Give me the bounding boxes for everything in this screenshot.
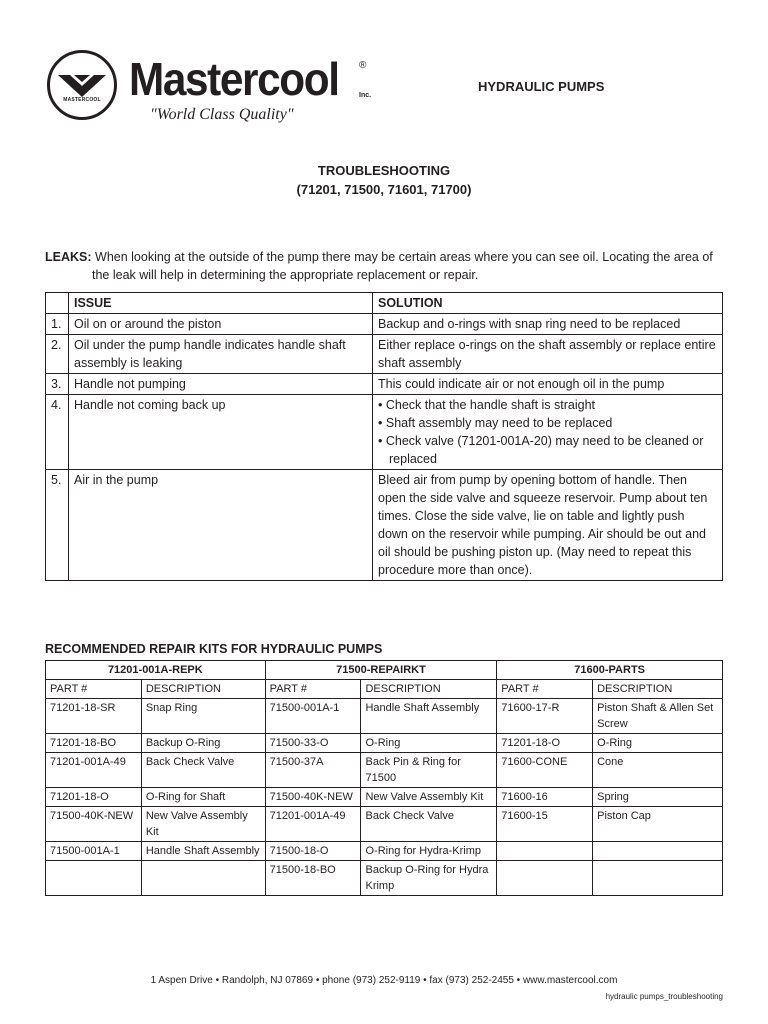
part-number: 71201-001A-49	[265, 807, 361, 842]
table-row	[46, 470, 723, 581]
header-num-cell	[46, 293, 69, 314]
footer-address: 1 Aspen Drive • Randolph, NJ 07869 • phone (973) 252-9119 • fax (973) 252-2455 • www.mastercool.com	[150, 975, 618, 986]
part-description: Piston Shaft & Allen Set Screw	[593, 699, 723, 734]
part-description: Spring	[593, 788, 723, 807]
col-part: PART #	[46, 680, 142, 699]
part-description: O-Ring	[361, 734, 497, 753]
solution-cell: Backup and o-rings with snap ring need to be replaced	[373, 314, 723, 335]
part-description: O-Ring	[593, 734, 723, 753]
part-description: O-Ring for Shaft	[141, 788, 265, 807]
logo-inc: Inc.	[359, 92, 372, 99]
kit-name: 71201-001A-REPK	[46, 661, 266, 680]
table-row	[46, 788, 723, 807]
part-number: 71201-18-O	[497, 734, 593, 753]
part-number: 71201-18-SR	[46, 699, 142, 734]
leaks-label: LEAKS:	[45, 250, 92, 264]
row-number: 5.	[46, 470, 69, 581]
table-row	[46, 395, 723, 470]
registered-mark: ®	[359, 60, 367, 71]
part-description: Back Check Valve	[141, 753, 265, 788]
title-line-2: (71201, 71500, 71601, 71700)	[296, 182, 472, 197]
footer-doc-id: hydraulic pumps_troubleshooting	[605, 992, 723, 1001]
issue-cell: Air in the pump	[69, 470, 373, 581]
table-row	[46, 699, 723, 734]
header-solution: SOLUTION	[373, 293, 723, 314]
part-number: 71600-17-R	[497, 699, 593, 734]
company-logo	[47, 50, 377, 130]
part-number: 71500-001A-1	[265, 699, 361, 734]
part-description: Back Check Valve	[361, 807, 497, 842]
part-description: Piston Cap	[593, 807, 723, 842]
repair-kits-title: RECOMMENDED REPAIR KITS FOR HYDRAULIC PUMPS	[45, 642, 383, 656]
table-row	[46, 734, 723, 753]
part-number: 71500-001A-1	[46, 842, 142, 861]
logo-wordmark: Mastercool	[129, 53, 339, 105]
row-number: 2.	[46, 335, 69, 374]
logo-tagline: "World Class Quality"	[150, 106, 294, 123]
part-description: Handle Shaft Assembly	[141, 842, 265, 861]
part-description: Back Pin & Ring for 71500	[361, 753, 497, 788]
leaks-paragraph	[45, 248, 725, 284]
table-row	[46, 314, 723, 335]
solution-cell	[373, 395, 723, 470]
part-number: 71600-CONE	[497, 753, 593, 788]
part-number: 71600-15	[497, 807, 593, 842]
kit-name: 71600-PARTS	[497, 661, 723, 680]
leaks-text-2: the leak will help in determining the appropriate replacement or repair.	[92, 268, 479, 282]
header-issue: ISSUE	[69, 293, 373, 314]
part-number: 71500-40K-NEW	[46, 807, 142, 842]
column-header-row	[46, 680, 723, 699]
troubleshooting-table	[45, 292, 723, 581]
part-number	[497, 861, 593, 896]
part-number: 71500-40K-NEW	[265, 788, 361, 807]
issue-cell: Oil on or around the piston	[69, 314, 373, 335]
product-heading: HYDRAULIC PUMPS	[478, 79, 605, 94]
solution-bullet-list	[378, 396, 717, 468]
part-description: Backup O-Ring	[141, 734, 265, 753]
solution-cell: This could indicate air or not enough oil in the pump	[373, 374, 723, 395]
leaks-text-1: When looking at the outside of the pump there may be certain areas where you can see oil. Locating the area of	[95, 250, 713, 264]
part-description: Backup O-Ring for Hydra Krimp	[361, 861, 497, 896]
part-description: Snap Ring	[141, 699, 265, 734]
repair-kits-table	[45, 660, 723, 896]
col-part: PART #	[265, 680, 361, 699]
part-description	[141, 861, 265, 896]
part-description	[593, 842, 723, 861]
table-row	[46, 753, 723, 788]
table-row	[46, 807, 723, 842]
table-row	[46, 842, 723, 861]
col-description: DESCRIPTION	[361, 680, 497, 699]
title-line-1: TROUBLESHOOTING	[317, 163, 451, 178]
kit-header-row	[46, 661, 723, 680]
part-number: 71201-001A-49	[46, 753, 142, 788]
mastercool-v-icon	[50, 53, 114, 117]
solution-cell: Bleed air from pump by opening bottom of handle. Then open the side valve and squeeze reservoir. Pump about ten times. Close the side valve, lie on table and lightly push down on the reservoir while pumping. Air should be out and oil should be pushing piston up. (May need to repeat this procedure more than once).	[373, 470, 723, 581]
part-number: 71500-18-O	[265, 842, 361, 861]
col-description: DESCRIPTION	[141, 680, 265, 699]
part-description: New Valve Assembly Kit	[361, 788, 497, 807]
solution-cell: Either replace o-rings on the shaft assembly or replace entire shaft assembly	[373, 335, 723, 374]
solution-bullet: • Shaft assembly may need to be replaced	[378, 414, 717, 432]
part-number: 71500-33-O	[265, 734, 361, 753]
table-header-row	[46, 293, 723, 314]
solution-bullet: • Check that the handle shaft is straight	[378, 396, 717, 414]
col-part: PART #	[497, 680, 593, 699]
row-number: 4.	[46, 395, 69, 470]
row-number: 1.	[46, 314, 69, 335]
part-description: Handle Shaft Assembly	[361, 699, 497, 734]
col-description: DESCRIPTION	[593, 680, 723, 699]
part-number: 71500-18-BO	[265, 861, 361, 896]
part-number	[46, 861, 142, 896]
issue-cell: Oil under the pump handle indicates handle shaft assembly is leaking	[69, 335, 373, 374]
solution-bullet: • Check valve (71201-001A-20) may need to be cleaned or replaced	[378, 432, 717, 468]
row-number: 3.	[46, 374, 69, 395]
part-number	[497, 842, 593, 861]
table-row	[46, 335, 723, 374]
part-description: New Valve Assembly Kit	[141, 807, 265, 842]
part-number: 71600-16	[497, 788, 593, 807]
part-description: Cone	[593, 753, 723, 788]
kit-name: 71500-REPAIRKT	[265, 661, 497, 680]
table-row	[46, 374, 723, 395]
issue-cell: Handle not pumping	[69, 374, 373, 395]
part-description	[593, 861, 723, 896]
logo-badge	[47, 50, 117, 120]
document-title	[0, 161, 768, 199]
logo-badge-text: MASTERCOOL	[63, 97, 101, 103]
part-number: 71201-18-O	[46, 788, 142, 807]
part-number: 71201-18-BO	[46, 734, 142, 753]
part-number: 71500-37A	[265, 753, 361, 788]
part-description: O-Ring for Hydra-Krimp	[361, 842, 497, 861]
table-row	[46, 861, 723, 896]
issue-cell: Handle not coming back up	[69, 395, 373, 470]
